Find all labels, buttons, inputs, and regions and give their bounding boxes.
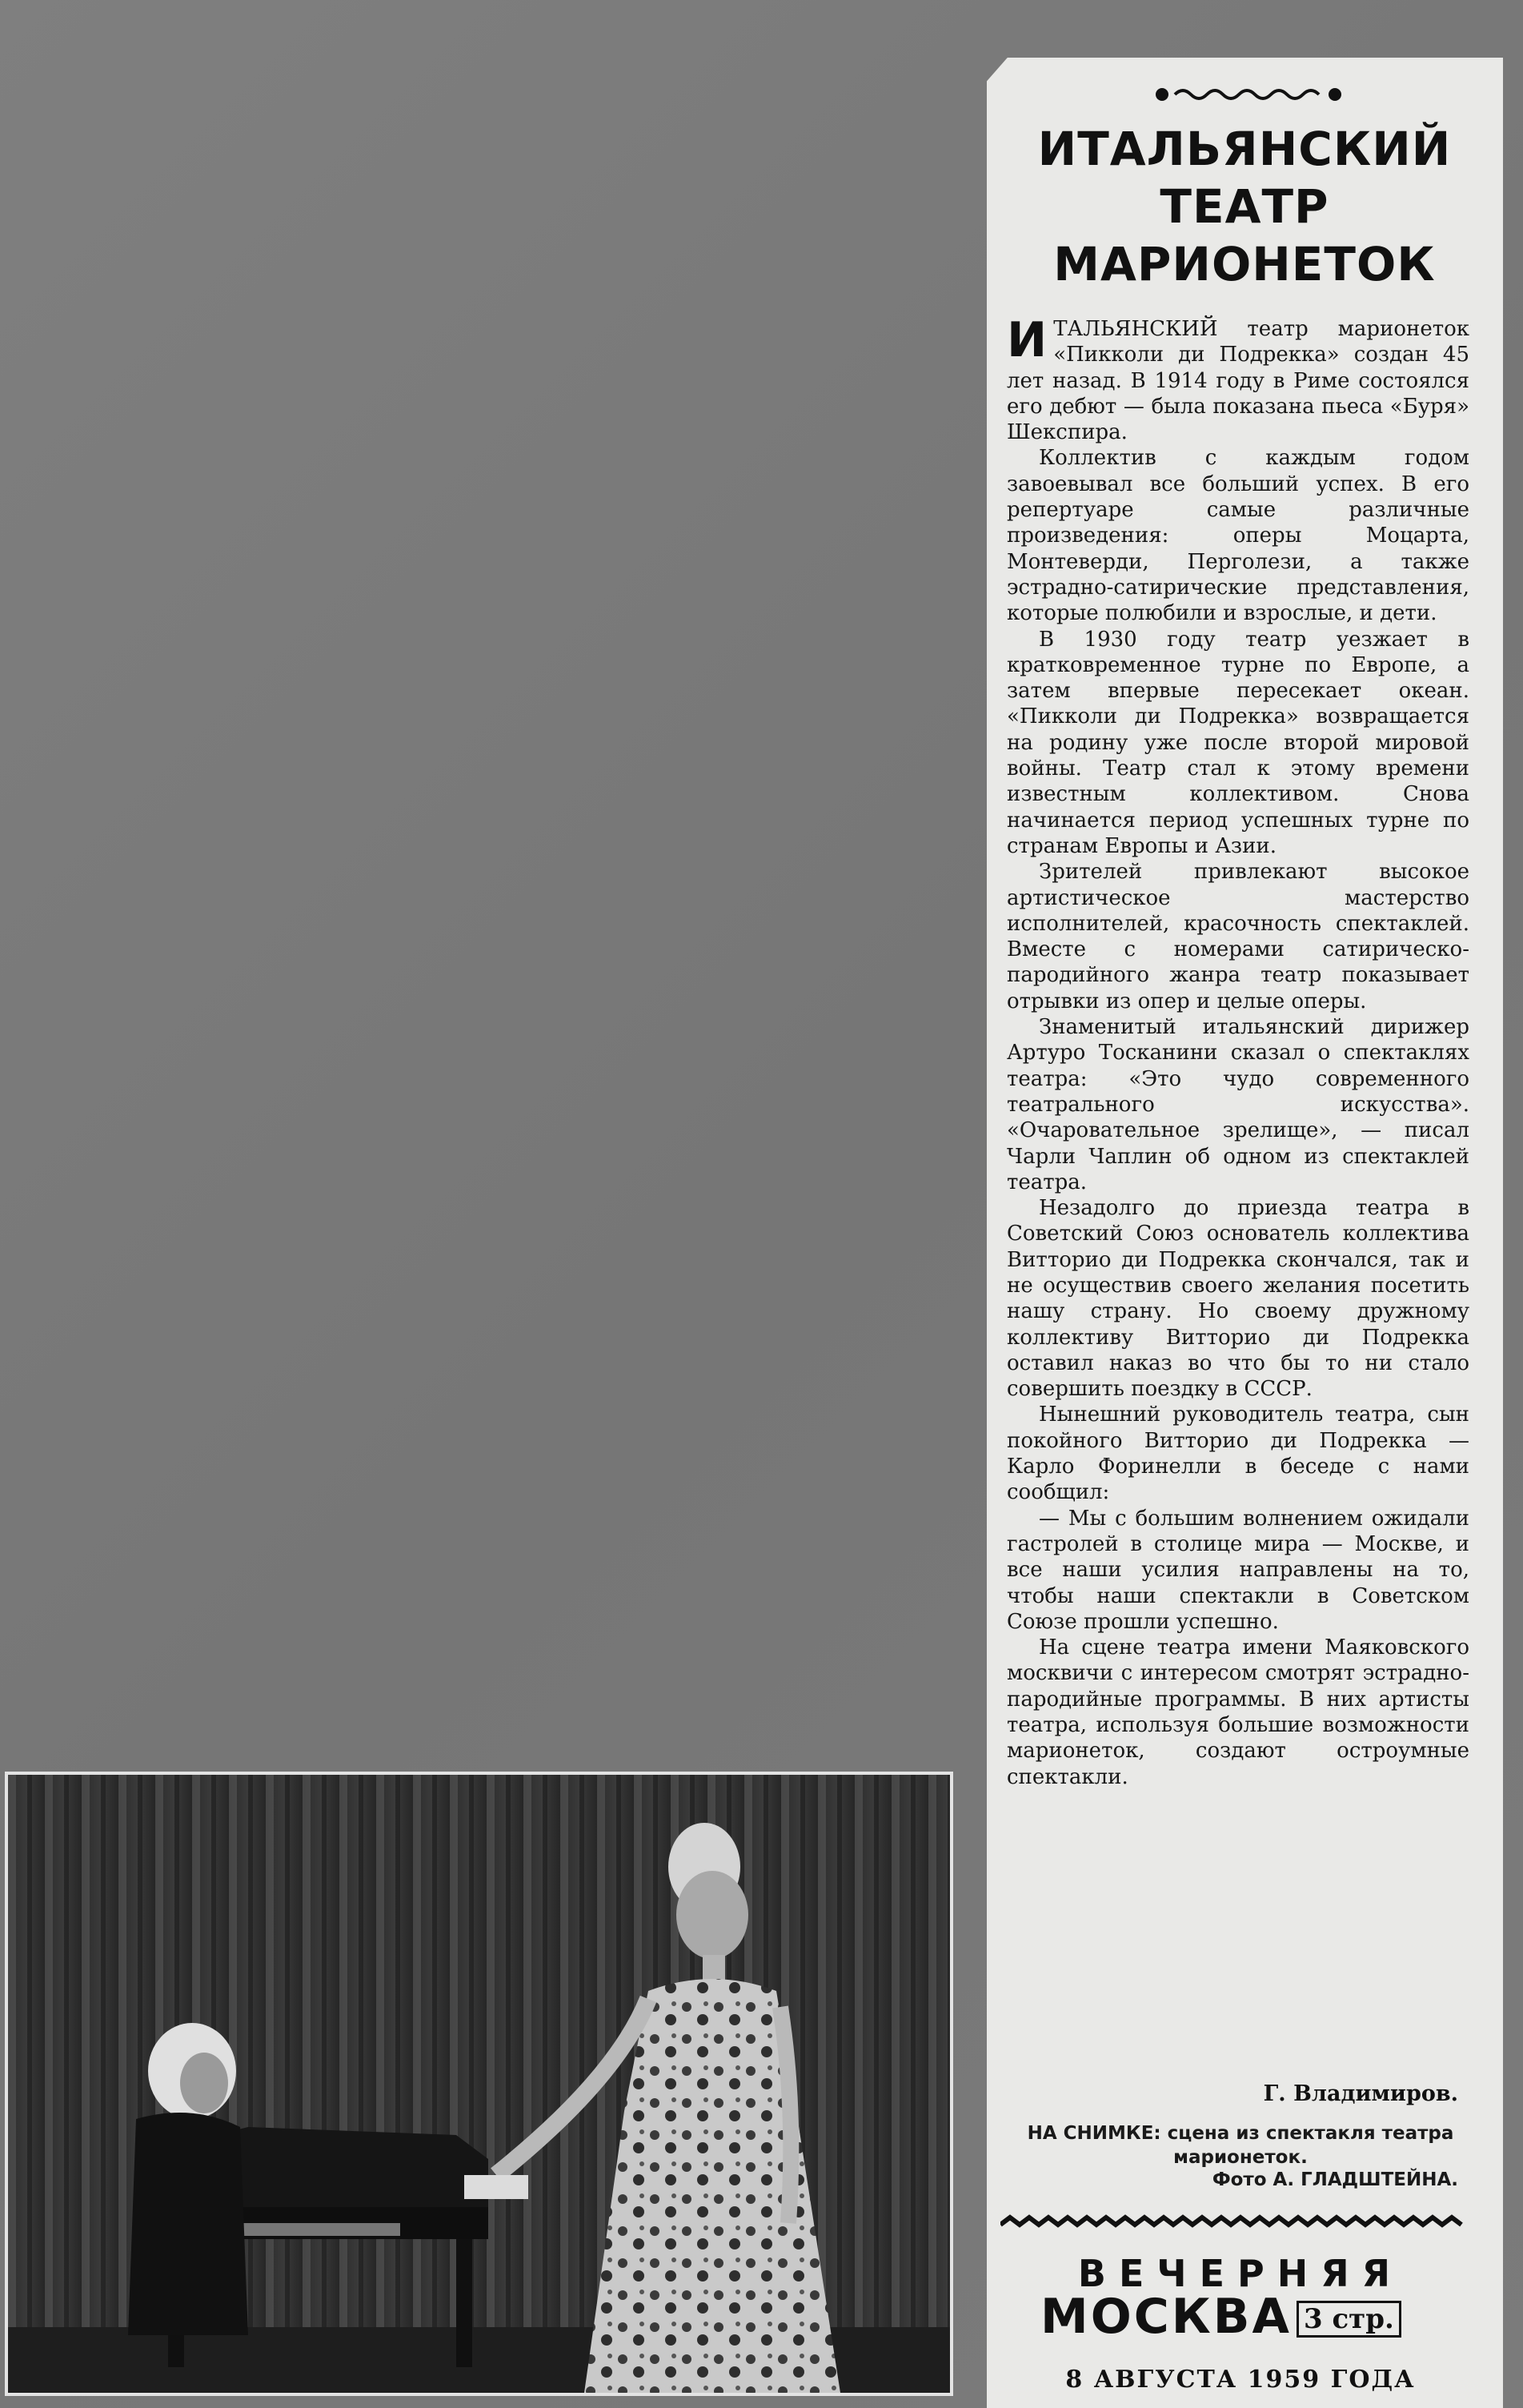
title-ornament (1152, 85, 1345, 104)
divider-ornament (1000, 2213, 1469, 2236)
drop-cap: И (1007, 312, 1048, 368)
headline-line: МАРИОНЕТОК (1053, 237, 1436, 291)
paragraph: В 1930 году театр уезжает в кратковременное турне по Европе, а затем впервые пересекает океан. «Пикколи ди Подрекка» возвращается на родину уже после второй мировой войны. Театр стал к этому времени известным коллективом. Снова начинается период успешных турне по странам Европы и Азии. (1007, 627, 1469, 858)
newspaper-masthead (1040, 2289, 1457, 2345)
paragraph: Незадолго до приезда театра в Советский Союз основатель коллектива Витторио ди Подрекка скончался, так и не осуществив своего желания посетить нашу страну. Но своему дружному коллективу Витторио ди Подрекка оставил наказ во что бы то ни стало совершить поездку в СССР. (1007, 1196, 1469, 1402)
paragraph: Коллектив с каждым годом завоевывал все больший успех. В его репертуаре самые различные произведения: оперы Моцарта, Монтеверди, Перголези, а также эстрадно-сатирические представления, которые полюбили и взрослые, и дети. (1007, 446, 1469, 626)
paragraph-text: ТАЛЬЯНСКИЙ театр марионеток «Пикколи ди Подрекка» создан 45 лет назад. В 1914 году в Риме состоялся его дебют — была показана пьеса «Буря» Шекспира. (1007, 317, 1469, 445)
headline-line: ТЕАТР (1160, 179, 1329, 234)
page-number-box: 3 стр. (1297, 2301, 1401, 2338)
article-body (1007, 312, 1469, 1790)
paragraph: На сцене театра имени Маяковского москвичи с интересом смотрят эстрадно-пародийные программы. В них артисты театра, используя большие возможности марионеток, создают остроумные спектакли. (1007, 1635, 1469, 1789)
author-signature: Г. Владимиров. (1263, 2081, 1458, 2106)
paragraph (1007, 312, 1469, 445)
photo-credit: Фото А. ГЛАДШТЕЙНА. (1212, 2169, 1458, 2190)
photo-caption: НА СНИМКЕ: сцена из спектакля театра марионеток. (1027, 2123, 1454, 2168)
marionette-photo (5, 1772, 953, 2396)
paragraph: — Мы с большим волнением ожидали гастролей в столице мира — Москве, и все наши усилия направлены на то, чтобы наши спектакли в Советском Союзе прошли успешно. (1007, 1506, 1469, 1634)
issue-date: 8 АВГУСТА 1959 ГОДА (1065, 2366, 1416, 2394)
paragraph: Зрителей привлекают высокое артистическое мастерство исполнителей, красочность спектаклей. Вместе с номерами сатирическо-пародийного жанра театр показывает отрывки из опер и целые оперы. (1007, 860, 1469, 1013)
headline-line: ИТАЛЬЯНСКИЙ (1037, 122, 1452, 176)
paragraph: Знаменитый итальянский дирижер Артуро Тосканини сказал о спектаклях театра: «Это чудо современного театрального искусства». «Очаровательное зрелище», — писал Чарли Чаплин об одном из спектаклей театра. (1007, 1015, 1469, 1194)
paragraph: Нынешний руководитель театра, сын покойного Витторио ди Подрекка — Карло Форинелли в беседе с нами сообщил: (1007, 1403, 1469, 1505)
newspaper-name-line2: МОСКВА (1040, 2289, 1292, 2345)
article-headline (1008, 120, 1481, 293)
newspaper-name-line1: ВЕЧЕРНЯЯ (1077, 2252, 1404, 2295)
